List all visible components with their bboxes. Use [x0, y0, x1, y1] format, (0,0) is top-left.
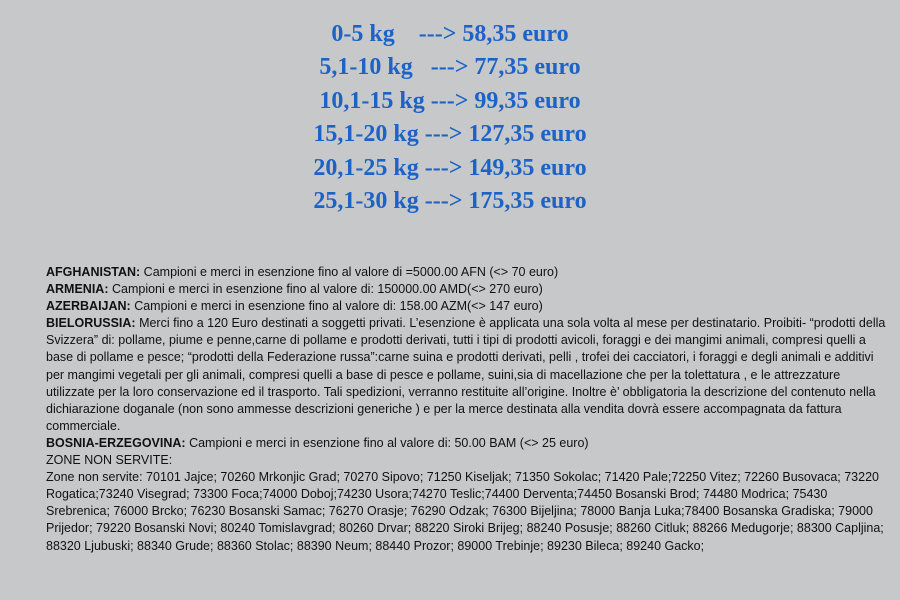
zones-header: ZONE NON SERVITE:	[46, 453, 173, 468]
price-row-5-10	[0, 51, 900, 84]
country-azerbaijan	[46, 298, 886, 315]
price-value: 175,35 euro	[468, 188, 587, 215]
price-value: 58,35 euro	[462, 21, 569, 47]
weight-range: 20,1-25 kg	[313, 154, 419, 181]
country-armenia	[46, 281, 886, 298]
country-info	[46, 264, 886, 555]
country-name: BIELORUSSIA:	[46, 316, 136, 331]
weight-range: 0-5 kg	[331, 21, 395, 47]
price-row-10-15	[0, 85, 900, 118]
country-afghanistan	[46, 264, 886, 281]
country-name: AFGHANISTAN:	[46, 265, 141, 279]
zones-list: Zone non servite: 70101 Jajce; 70260 Mrkonjic Grad; 70270 Sipovo; 71250 Kiseljak; 71350 Sokolac; 71420 Pale;72250 Vitez; 72260 Busovaca; 73220 Rogatica;73240 Visegrad; 73300 Foca;74000 Doboj;74230 Usora;74270 Teslic;74400 Derventa;74450 Bosanski Brod; 74480 Modrica; 75430 Srebrenica; 76000 Brcko; 76230 Bosanski Samac; 76270 Orasje; 76290 Odzak; 76300 Bijeljina; 78000 Banja Luka;78400 Bosanska Gradiska; 79000 Prijedor; 79220 Bosanski Novi; 80240 Tomislavgrad; 80260 Drvar; 88220 Siroki Brijeg; 88240 Posusje; 88260 Citluk; 88266 Medugorje; 88300 Capljina; 88320 Ljubuski; 88340 Grude; 88360 Stolac; 88390 Neum; 88440 Prozor; 89000 Trebinje; 89230 Bileca; 89240 Gacko;	[46, 470, 884, 553]
price-value: 77,35 euro	[474, 54, 581, 81]
country-text: Campioni e merci in esenzione fino al valore di: 150000.00 AMD(<> 270 euro)	[108, 282, 543, 297]
country-bosnia	[46, 435, 886, 452]
price-row-15-20	[0, 118, 900, 151]
price-value: 149,35 euro	[468, 154, 587, 181]
arrow: --->	[424, 121, 463, 148]
country-bielorussia	[46, 315, 886, 435]
price-row-20-25	[0, 152, 900, 185]
arrow: --->	[424, 154, 463, 181]
country-text: Campioni e merci in esenzione fino al valore di =5000.00 AFN (<> 70 euro)	[140, 265, 559, 279]
arrow: --->	[430, 54, 469, 81]
price-list	[0, 18, 900, 218]
price-value: 99,35 euro	[474, 87, 581, 114]
arrow: --->	[418, 21, 457, 47]
price-value: 127,35 euro	[468, 121, 587, 148]
country-name: BOSNIA-ERZEGOVINA:	[46, 435, 186, 450]
country-name: ARMENIA:	[46, 282, 109, 297]
arrow: --->	[430, 87, 469, 114]
weight-range: 25,1-30 kg	[313, 188, 419, 215]
weight-range: 10,1-15 kg	[319, 87, 425, 114]
arrow: --->	[424, 188, 463, 215]
country-text: Campioni e merci in esenzione fino al valore di: 50.00 BAM (<> 25 euro)	[185, 435, 589, 450]
weight-range: 15,1-20 kg	[313, 121, 419, 148]
country-text: Campioni e merci in esenzione fino al valore di: 158.00 AZM(<> 147 euro)	[130, 299, 543, 314]
weight-range: 5,1-10 kg	[319, 54, 413, 81]
country-name: AZERBAIJAN:	[46, 299, 131, 314]
country-text: Merci fino a 120 Euro destinati a soggetti privati. L’esenzione è applicata una sola volta al mese per destinatario. Proibiti- “prodotti della Svizzera” di: pollame, piume e penne,carne di pollame e prodotti derivati, tutti i tipi di prodotti avicoli, foraggi e dei mangimi animali, compresi quelli a base di pollame e pesce; “prodotti della Federazione russa”:carne suina e prodotti derivati, pelli , trofei dei cacciatori, i foraggi e degli animali e additivi per mangimi vegetali per gli animali, compresi quelli a base di pesce e pollame, suini,sia di macellazione che per la tolettatura , e le attrezzature utilizzate per la loro conservazione ed il trasporto. Tali spedizioni, verranno restituite all’origine. Inoltre è’ obbligatoria la descrizione del contenuto nella dichiarazione doganale (non sono ammesse descrizioni generiche ) e per la merce destinata alla vendita dovrà essere accompagnata da fattura commerciale.	[46, 316, 886, 433]
price-row-25-30	[0, 185, 900, 218]
price-row-0-5	[0, 18, 900, 51]
